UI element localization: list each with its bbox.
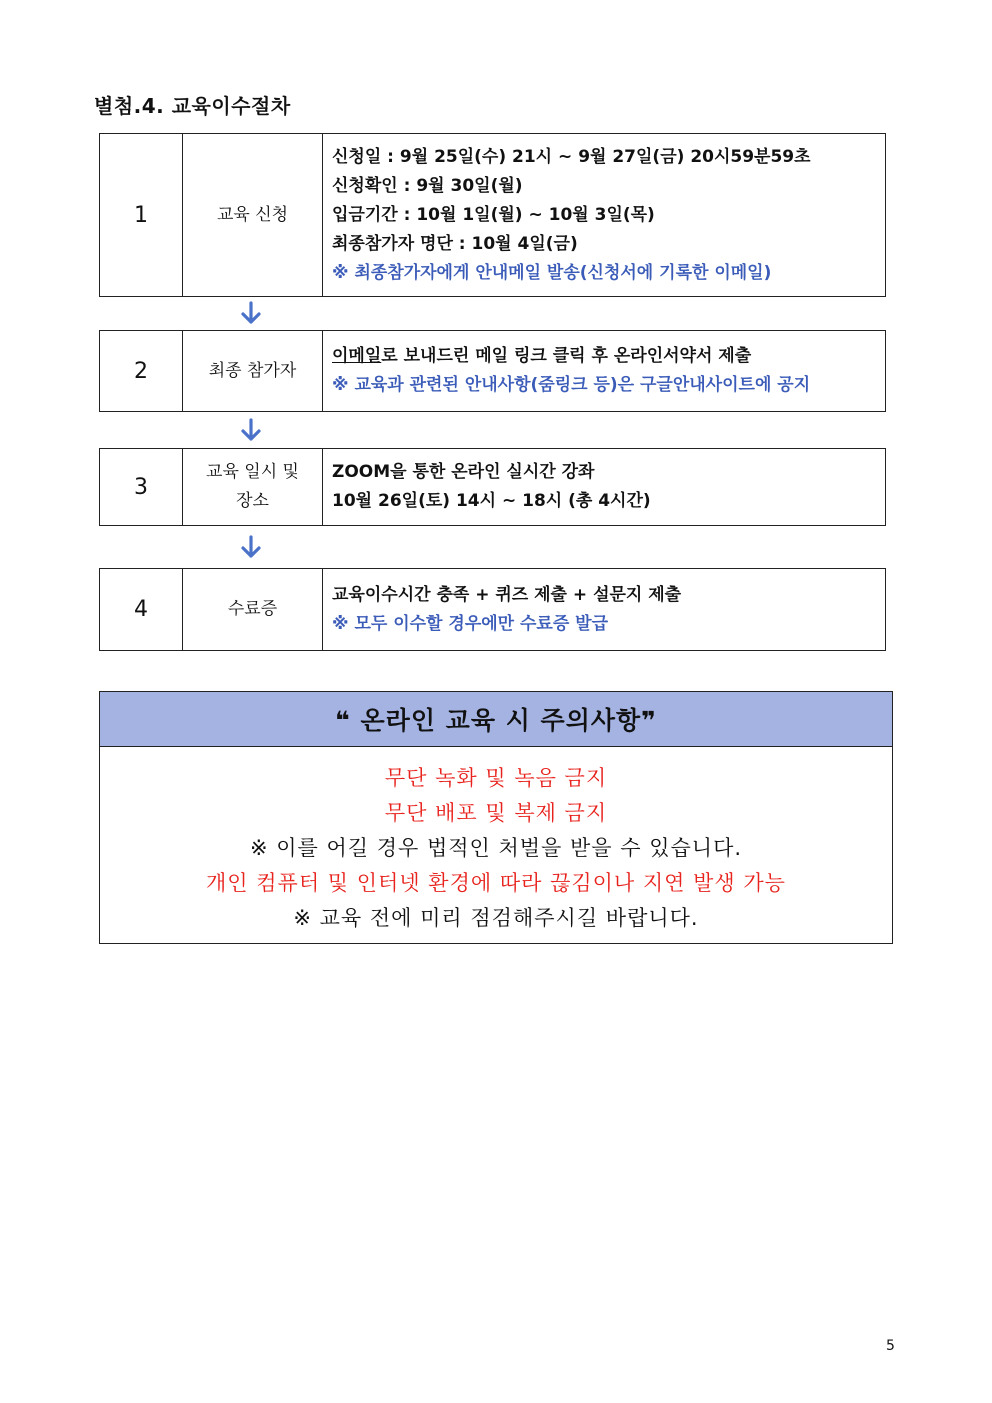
step-number: 3 [100, 449, 183, 525]
step-note: ※ 교육과 관련된 안내사항(줌링크 등)은 구글안내사이트에 공지 [332, 375, 811, 395]
step-note: ※ 최종참가자에게 안내메일 발송(신청서에 기록한 이메일) [332, 262, 772, 283]
section-heading: 별첨.4. 교육이수절차 [94, 94, 291, 118]
step-line: 교육이수시간 충족 + 퀴즈 제출 + 설문지 제출 [332, 584, 682, 605]
page-number: 5 [886, 1338, 895, 1354]
notice-line: 무단 배포 및 복제 금지 [384, 801, 608, 825]
step-2-row [99, 330, 886, 412]
step-line: 신청확인 : 9월 30일(월) [332, 175, 523, 196]
step-line: 입금기간 : 10월 1일(월) ~ 10월 3일(목) [332, 204, 655, 225]
step-line: 신청일 : 9월 25일(수) 21시 ~ 9월 27일(금) 20시59분59초 [332, 146, 811, 167]
step-line [332, 342, 885, 371]
step-1-row [99, 133, 886, 297]
step-description [323, 569, 885, 650]
step-name: 교육 일시 및 장소 [183, 449, 323, 525]
notice-line: ※ 교육 전에 미리 점검해주시길 바랍니다. [293, 906, 699, 930]
step-line: ZOOM을 통한 온라인 실시간 강좌 [332, 462, 595, 482]
notice-line: 무단 녹화 및 녹음 금지 [384, 766, 608, 790]
down-arrow-icon [240, 301, 262, 325]
step-number: 4 [100, 569, 183, 650]
step-name: 최종 참가자 [183, 331, 323, 411]
step-line-rest: 로 보내드린 메일 링크 클릭 후 온라인서약서 제출 [381, 346, 752, 366]
step-note: ※ 모두 이수할 경우에만 수료증 발급 [332, 613, 609, 634]
notice-line: ※ 이를 어길 경우 법적인 처벌을 받을 수 있습니다. [249, 836, 743, 860]
notice-line: 개인 컴퓨터 및 인터넷 환경에 따라 끊김이나 지연 발생 가능 [206, 871, 786, 895]
step-line: 최종참가자 명단 : 10월 4일(금) [332, 233, 578, 254]
step-description [323, 134, 885, 296]
step-name: 수료증 [183, 569, 323, 650]
step-line: 10월 26일(토) 14시 ~ 18시 (총 4시간) [332, 491, 651, 511]
down-arrow-icon [240, 535, 262, 559]
step-3-row [99, 448, 886, 526]
step-number: 2 [100, 331, 183, 411]
step-description [323, 449, 885, 525]
email-link[interactable]: 이메일 [332, 346, 382, 366]
step-description [323, 331, 885, 411]
notice-box [99, 691, 893, 944]
notice-body [100, 747, 892, 936]
step-number: 1 [100, 134, 183, 296]
step-name: 교육 신청 [183, 134, 323, 296]
notice-title: ❝ 온라인 교육 시 주의사항❞ [100, 692, 892, 747]
down-arrow-icon [240, 418, 262, 442]
step-4-row [99, 568, 886, 651]
